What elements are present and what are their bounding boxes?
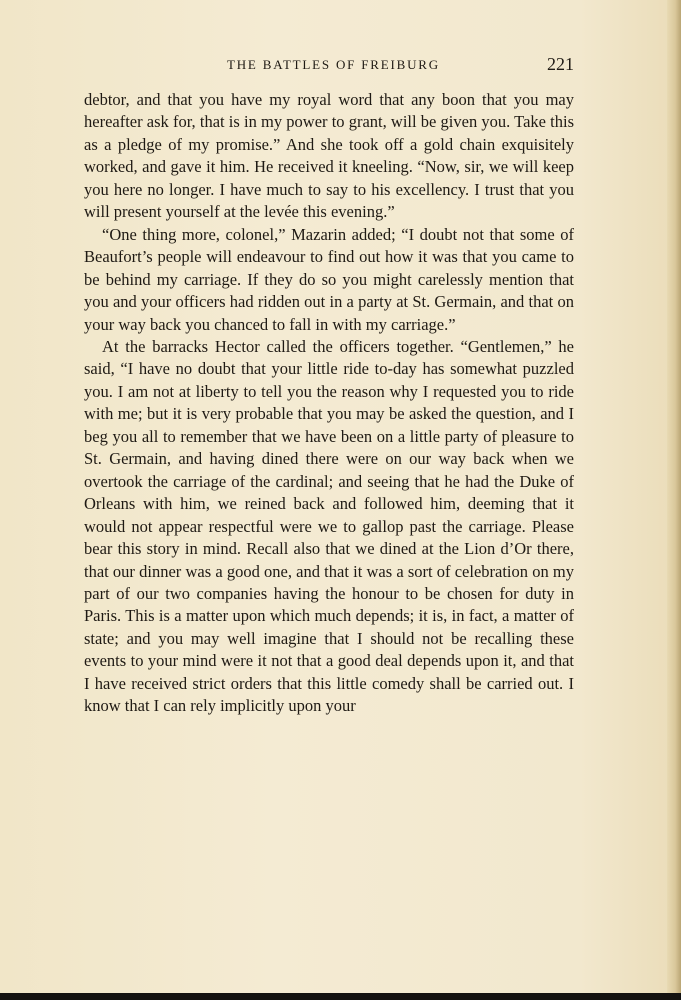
scan-border <box>0 993 681 1000</box>
paragraph-3: At the barracks Hector called the officers together. “Gentlemen,” he said, “I have no doubt that your little ride to-day has somewhat puzzled you. I am not at liberty to tell you the reason why I requested you to ride with me; but it is very probable that you may be asked the question, and I beg you all to remember that we have been on a little party of pleasure to St. Germain, and having dined there were on our way back when we overtook the carriage of the cardinal; and seeing that he had the Duke of Orleans with him, we reined back and followed him, deeming that it would not appear respectful were we to gallop past the carriage. Please bear this story in mind. Recall also that we dined at the Lion d’Or there, that our dinner was a good one, and that it was a sort of celebration on my part of our two companies having the honour to be chosen for duty in Paris. This is a matter upon which much depends; it is, in fact, a matter of state; and you may well imagine that I should not be recalling these events to your mind were it not that a good deal depends upon it, and that I have received strict orders that this little comedy shall be carried out. I know that I can rely implicitly upon your <box>84 336 574 716</box>
running-title: THE BATTLES OF FREIBURG <box>227 57 440 72</box>
paragraph-2: “One thing more, colonel,” Mazarin added; “I doubt not that some of Beaufort’s people will endeavour to find out how it was that you came to be behind my carriage. If they do so you might carelessly mention that you and your officers had ridden out in a party at St. Germain, and that on your way back you chanced to fall in with my carriage.” <box>84 224 574 334</box>
page-edge <box>667 0 681 1000</box>
page-header <box>84 50 574 80</box>
paragraph-1: debtor, and that you have my royal word that any boon that you may hereafter ask for, that is in my power to grant, will be given you. Take this as a pledge of my promise.” And she took off a gold chain exquisitely worked, and gave it him. He received it kneeling. “Now, sir, we will keep you here no longer. I have much to say to his excellency. I trust that you will present yourself at the levée this evening.” <box>84 90 574 222</box>
body-text <box>84 89 574 718</box>
page-number: 221 <box>547 54 574 74</box>
